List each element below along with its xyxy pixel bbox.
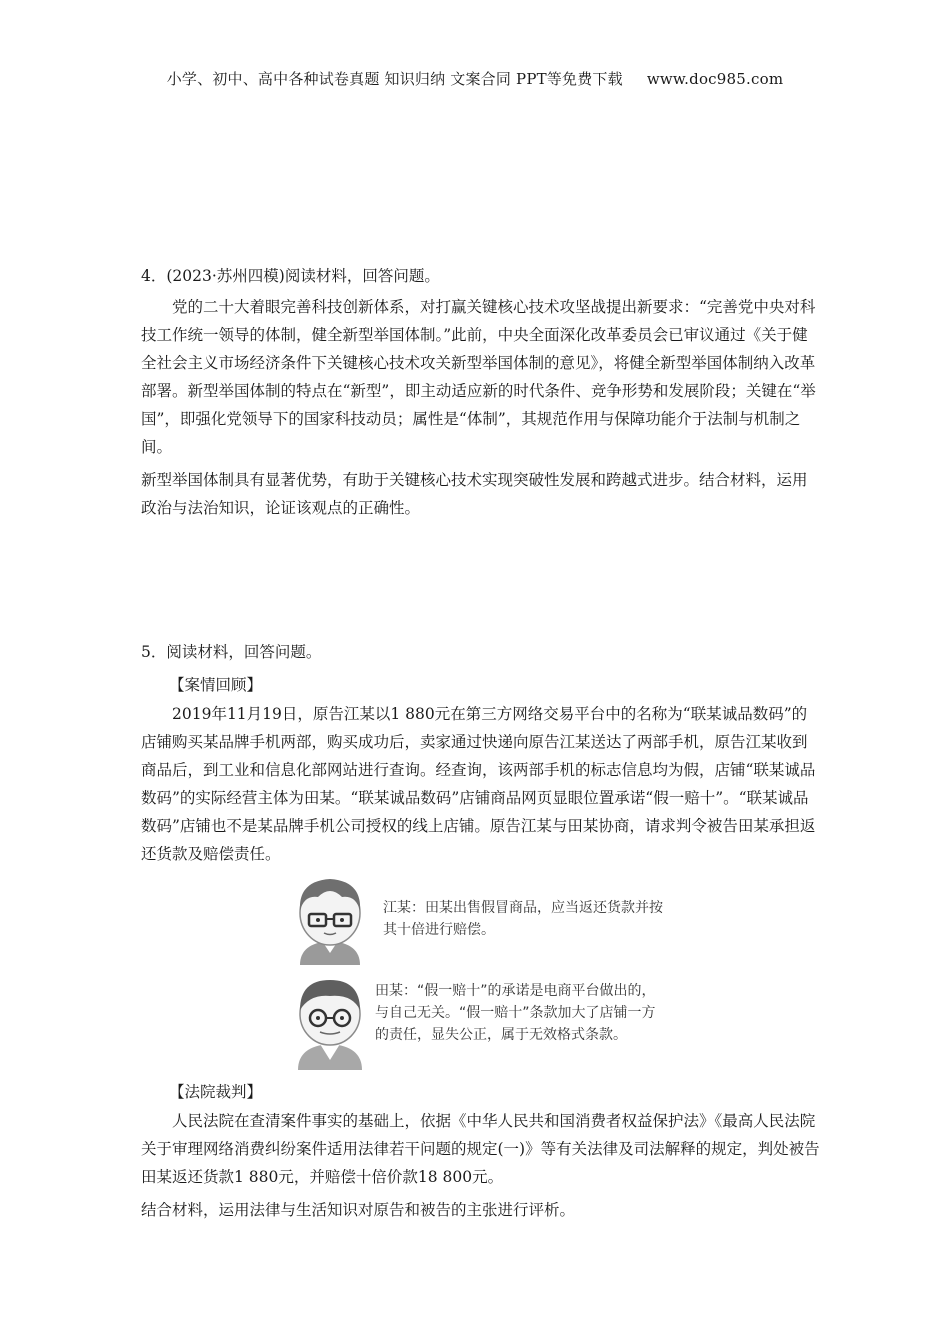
question-4-material: 党的二十大着眼完善科技创新体系，对打赢关键核心技术攻坚战提出新要求：“完善党中央对科技工作统一领导的体制，健全新型举国体制。”此前，中央全面深化改革委员会已审议通过《关于健全社会主义市场经济条件下关键核心技术攻关新型举国体制的意见》，将健全新型举国体制纳入改革部署。新型举国体制的特点在“新型”，即主动适应新的时代条件、竞争形势和发展阶段；关键在“举国”，即强化党领导下的国家科技动员；属性是“体制”，其规范作用与保障功能介于法制与机制之间。 <box>141 298 816 456</box>
boy-avatar-icon <box>290 873 370 965</box>
header-site-link[interactable]: www.doc985.com <box>646 70 784 88</box>
court-ruling-heading: 【法院裁判】 <box>169 1083 263 1101</box>
header-text: 小学、初中、高中各种试卷真题 知识归纳 文案合同 PPT等免费下载 <box>166 70 623 88</box>
question-4-title: 4．(2023·苏州四模)阅读材料，回答问题。 <box>141 267 440 285</box>
dialog-jiang <box>290 873 710 965</box>
man-avatar-icon <box>290 970 370 1070</box>
court-ruling-text: 人民法院在查清案件事实的基础上，依据《中华人民共和国消费者权益保护法》《最高人民法院关于审理网络消费纠纷案件适用法律若干问题的规定(一)》等有关法律及司法解释的规定，判处被告田某返还货款1 880元，并赔偿十倍价款18 800元。 <box>141 1112 820 1186</box>
dialog-tian <box>290 970 710 1070</box>
page-header <box>0 68 950 89</box>
question-4-task: 新型举国体制具有显著优势，有助于关键核心技术实现突破性发展和跨越式进步。结合材料，运用政治与法治知识，论证该观点的正确性。 <box>141 471 808 517</box>
case-review-heading: 【案情回顾】 <box>169 676 263 694</box>
dialog-jiang-text: 江某：田某出售假冒商品，应当返还货款并按其十倍进行赔偿。 <box>383 900 663 938</box>
case-review-text: 2019年11月19日，原告江某以1 880元在第三方网络交易平台中的名称为“联某诚品数码”的店铺购买某品牌手机两部，购买成功后，卖家通过快递向原告江某送达了两部手机，原告江某收到商品后，到工业和信息化部网站进行查询。经查询，该两部手机的标志信息均为假，店铺“联某诚品数码”的实际经营主体为田某。“联某诚品数码”店铺商品网页显眼位置承诺“假一赔十”。“联某诚品数码”店铺也不是某品牌手机公司授权的线上店铺。原告江某与田某协商，请求判令被告田某承担返还货款及赔偿责任。 <box>141 705 816 863</box>
question-5-title: 5．阅读材料，回答问题。 <box>141 643 322 661</box>
dialog-tian-text: 田某：“假一赔十”的承诺是电商平台做出的，与自己无关。“假一赔十”条款加大了店铺一方的责任，显失公正，属于无效格式条款。 <box>375 983 656 1043</box>
question-5-task: 结合材料，运用法律与生活知识对原告和被告的主张进行评析。 <box>141 1201 576 1219</box>
